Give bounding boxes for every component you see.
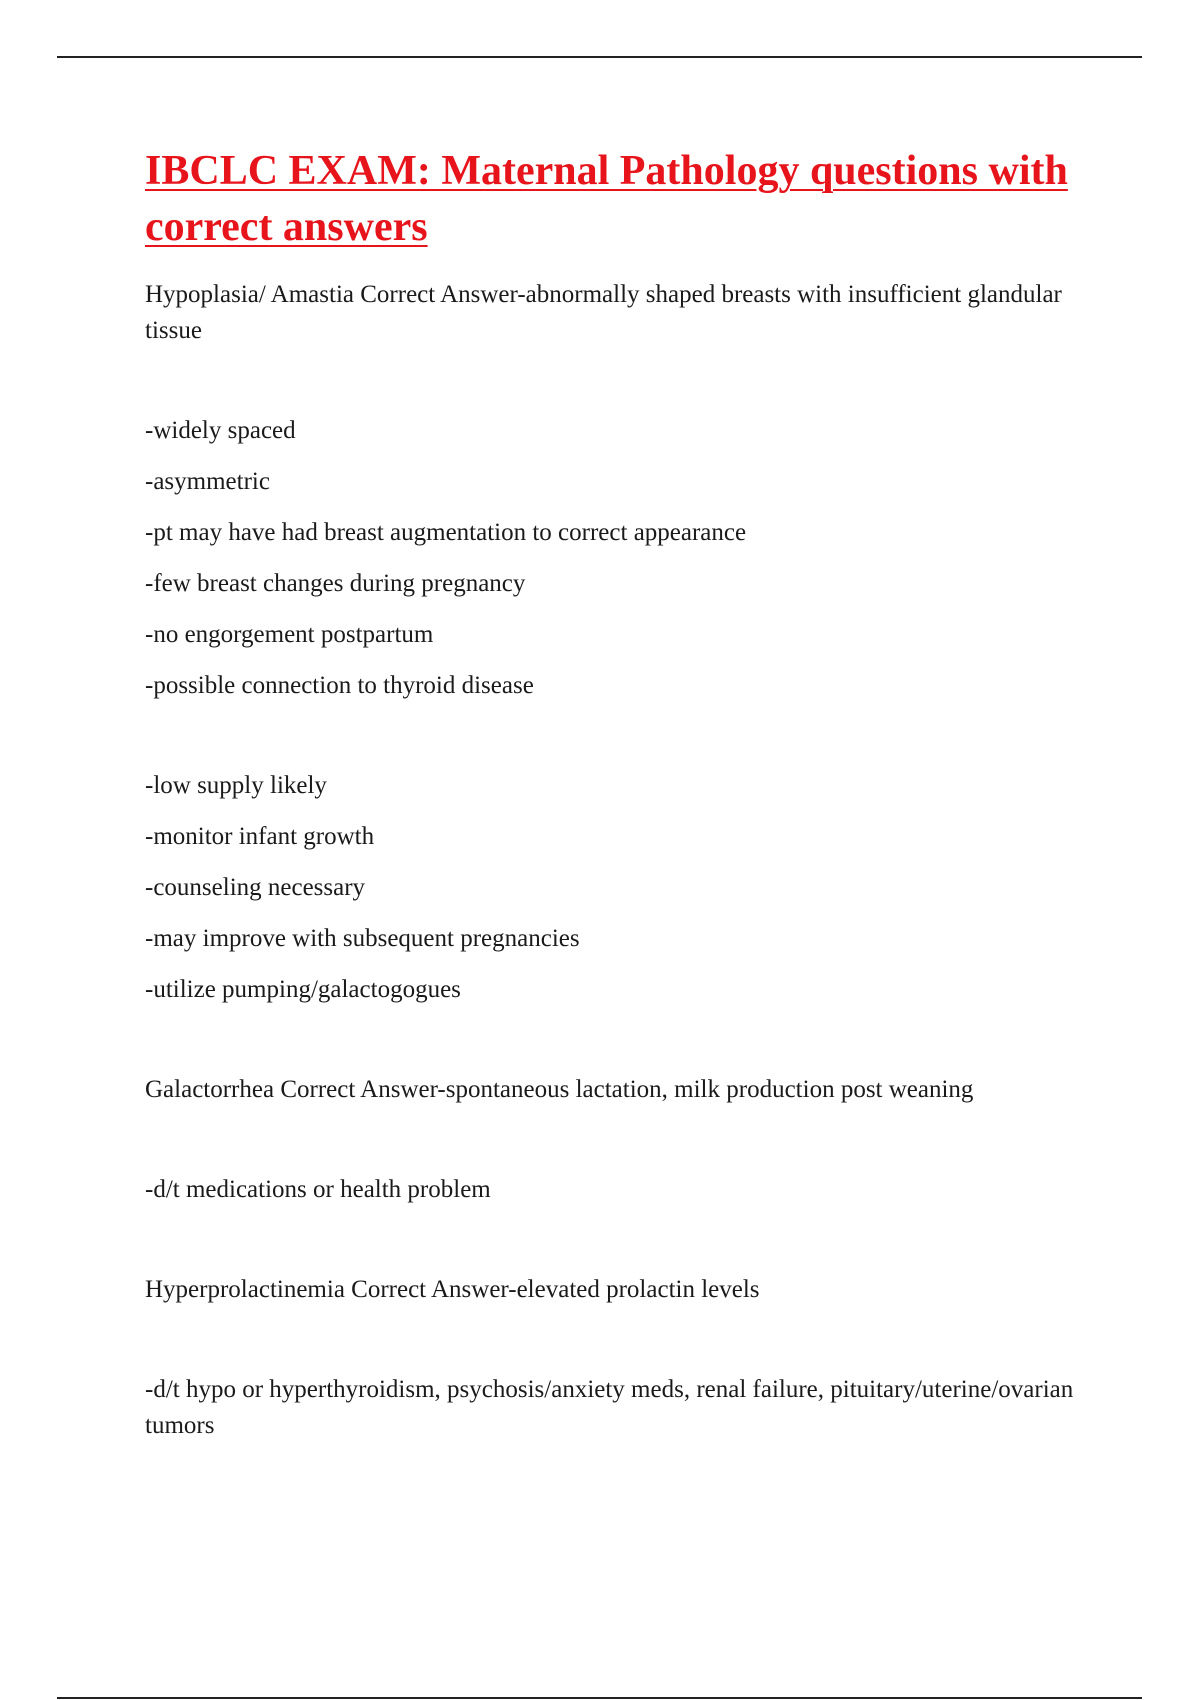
spacer [145, 1308, 1105, 1372]
list-item: -asymmetric [145, 468, 270, 495]
bottom-rule [57, 1697, 1142, 1699]
spacer [145, 1008, 1105, 1072]
galactorrhea-answer: Galactorrhea Correct Answer-spontaneous lactation, milk production post weaning [145, 1076, 974, 1103]
list-item: -no engorgement postpartum [145, 621, 434, 648]
spacer [145, 349, 1105, 413]
list-item: -possible connection to thyroid disease [145, 672, 534, 699]
hyperprolactinemia-note: -d/t hypo or hyperthyroidism, psychosis/anxiety meds, renal failure, pituitary/uterine/ovarian tumors [145, 1376, 1074, 1439]
spacer [145, 704, 1105, 768]
list-item: -few breast changes during pregnancy [145, 570, 526, 597]
list-item: -widely spaced [145, 417, 296, 444]
document-body [145, 143, 1105, 1444]
top-rule [57, 56, 1142, 58]
list-item: -pt may have had breast augmentation to correct appearance [145, 519, 747, 546]
list-item: -utilize pumping/galactogogues [145, 976, 461, 1003]
document-title: IBCLC EXAM: Maternal Pathology questions with correct answers [145, 148, 1068, 250]
list-item: -counseling necessary [145, 874, 366, 901]
galactorrhea-note: -d/t medications or health problem [145, 1176, 491, 1203]
list-item: -may improve with subsequent pregnancies [145, 925, 580, 952]
list-item: -low supply likely [145, 772, 327, 799]
spacer [145, 1208, 1105, 1272]
hypoplasia-answer: Hypoplasia/ Amastia Correct Answer-abnormally shaped breasts with insufficient glandular tissue [145, 281, 1062, 344]
spacer [145, 1108, 1105, 1172]
list-item: -monitor infant growth [145, 823, 375, 850]
hyperprolactinemia-answer: Hyperprolactinemia Correct Answer-elevated prolactin levels [145, 1276, 760, 1303]
hypoplasia-signs-list [145, 413, 1105, 704]
hypoplasia-management-list [145, 768, 1105, 1008]
